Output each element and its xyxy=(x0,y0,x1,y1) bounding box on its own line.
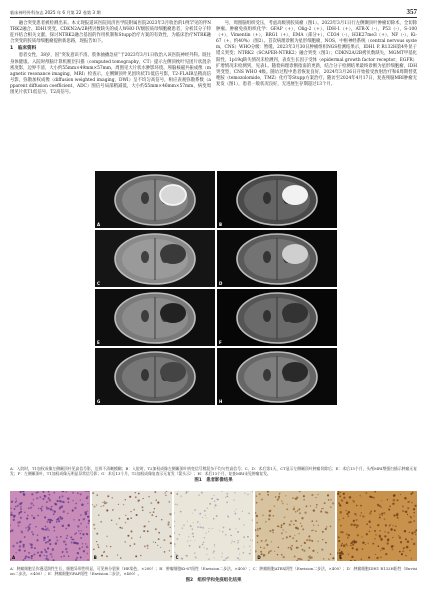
paragraph: 号，周围脑组织受压，考虑高级别胶质瘤（图1）。2023年3月1日行左侧颞顶叶肿瘤切除术，全切除肿瘤。肿瘤免疫组织化学：GFAP（+），Olig-2（+），IDH-1（+），ATR-X（-），P53（-），S-100（+），Vimentin（+），BRG1（+），EMA（部分+），CD34（-），H3K27me3（+），NF（-），Ki-67（+，约40%）（图2）。首次病理诊断为星形细胞瘤，NOS，中枢神经系统（central nervous system，CNS）WHO分级：暂缓。2023年3月30日肿瘤组织NGS检测结果示，IDH1 P. R132H第4外显子错义突变；NTRK2（SCAPER-NTRK2）融合突变（图3）；CDKN2A/2B拷贝数缺失，MGMT甲基化阳性，1p19q缺失情况未检测到，表皮生长因子受体（epidermal growth factor receptor，EGFR）扩增情况未检测到，见表1。随着病理诊断指南的更新，结合分子检测结果最终诊断为星形细胞瘤，IDH突变型，CNS WHO 4级。随访过程中患者恢复良好，2024年3月26日开始接受放射治疗和6周期替莫唑胺（temozolomide，TMZ）化疗等Stupp方案治疗。随访至2024年4月17日，复查颅脑MRI肿瘤无复发（图1），患者一般状况良好，无进展生存期超过13个月。 xyxy=(216,21,417,87)
figure-1-caption-block xyxy=(10,466,417,483)
right-column xyxy=(216,21,417,88)
scan-image xyxy=(95,348,215,405)
figure-1 xyxy=(95,171,337,405)
figure-2-caption: A：肿瘤细胞呈弥漫浸润性生长，细胞异形性明显，可见核分裂象（HE染色，×200）；B：肿瘤细胞Ki-67阳性（Envision二步法，×400）；C：肿瘤细胞ATRX阴性（Envision二步法，×400）；D：肿瘤细胞IDH1 R132H阳性（Envision二步法，×400）；E：肿瘤细胞GFAP阳性（Envision二步法，×400）。 xyxy=(10,566,417,577)
figure-1-panel xyxy=(217,230,337,287)
panel-label: B xyxy=(93,555,97,560)
left-column xyxy=(10,21,211,96)
scan-image xyxy=(217,230,337,287)
figure-1-panel xyxy=(217,348,337,405)
figure-1-panel xyxy=(217,171,337,228)
panel-label: E xyxy=(339,555,342,560)
header-rule xyxy=(10,17,417,18)
panel-label: H xyxy=(219,399,223,404)
running-header xyxy=(10,6,417,16)
scan-image xyxy=(217,289,337,346)
figure-1-panel xyxy=(95,230,215,287)
scan-image xyxy=(95,230,215,287)
figure-1-grid xyxy=(95,171,337,405)
scan-image xyxy=(217,348,337,405)
figure-1-caption: A：入院时，T1加权成像左侧颞顶叶见高信号影，边界不清晰模糊；B：入院时，T2加权成像左侧颞顶叶病变信号稍混杂不均匀性高信号；C、D：术后第1天，CT显示左侧颞顶叶肿瘤切除后；E：术后13个月，头颅MRI增强扫描示肿瘤无复发；F：左侧颞顶叶，T1加权成像无明显异常信号影；G：术后13个月，T2加权成像复查示无复发（箭头示）；H：术后13个月，复查MRI未见肿瘤复发。 xyxy=(10,466,417,477)
figure-1-title: 图1 患者影像结果 xyxy=(194,477,233,483)
figure-2 xyxy=(10,491,417,561)
panel-label: G xyxy=(97,399,101,404)
figure-1-panel xyxy=(217,289,337,346)
scan-image xyxy=(217,171,337,228)
panel-label: B xyxy=(219,222,223,227)
panel-label: C xyxy=(175,555,179,560)
panel-label: D xyxy=(257,555,261,560)
figure-1-panel xyxy=(95,171,215,228)
figure-2-panel xyxy=(92,491,172,561)
figure-2-panel xyxy=(10,491,90,561)
figure-2-panel xyxy=(174,491,254,561)
histology-image xyxy=(174,491,254,561)
figure-1-panel xyxy=(95,348,215,405)
scan-image xyxy=(95,289,215,346)
figure-2-title: 图2 组织学和免疫组化结果 xyxy=(185,577,242,583)
figure-1-panel xyxy=(95,289,215,346)
figure-2-panel xyxy=(255,491,335,561)
histology-image xyxy=(92,491,172,561)
panel-label: F xyxy=(219,340,222,345)
histology-image xyxy=(255,491,335,561)
panel-label: A xyxy=(97,222,101,227)
paragraph: 融合突变患者被检测出来。本文现报道该医院同济医学院附属医院2023年3月收治的1例罕见的伴NTRK2融合、IDH1突变、CDKN2A/2B拷贝数缺失的成人WHO IV级胶质母细胞瘤患者，分析其分子特征并结合相关文献，探讨NTRK2融合基因的作用机制和Stupp治疗方案的有效性，为临床治疗NTRK融合突变的胶质母细胞瘤提供新思路，现报告如下。 xyxy=(10,21,211,45)
section-heading: 1 临床资料 xyxy=(10,46,37,52)
histology-image xyxy=(337,491,417,561)
page-number: 357 xyxy=(406,8,417,16)
figure-2-caption-block xyxy=(10,566,417,583)
panel-label: A xyxy=(12,555,16,560)
journal-info: 临床神经外科杂志 2025 年 6 月第 22 卷第 3 期 xyxy=(10,10,101,15)
histology-image xyxy=(10,491,90,561)
scan-image xyxy=(95,171,215,228)
panel-label: E xyxy=(97,340,100,345)
figure-2-panel xyxy=(337,491,417,561)
paragraph: 患者女性，38岁，因“突发意识不清、肢体抽搐急症”于2023年3月1日收治入该医院神经外科。既往身体健康。入院时颅脑计算机断层扫描（computed tomography，CT）提示左侧顶枕叶见团片状混杂密度影，边界不清，大小约55mm×49mm×57mm，周围见大片状水肿影环绕。颅脑核磁共振成像（magnetic resonance imaging，MRI）检查示，左侧颞顶叶见团块状T1低信号影，T2-FLAIR呈稍高信号影，弥散加权成像（diffusion weighted imaging，DWI）呈不均匀高信号，相应表观弥散系数（apparent diffusion coefficient，ADC）图信号局部稍减低，大小约55mm×46mm×57mm，病变周围见片状T1低信号，T2高信号。 xyxy=(10,53,211,96)
panel-label: D xyxy=(219,281,223,286)
panel-label: C xyxy=(97,281,100,286)
